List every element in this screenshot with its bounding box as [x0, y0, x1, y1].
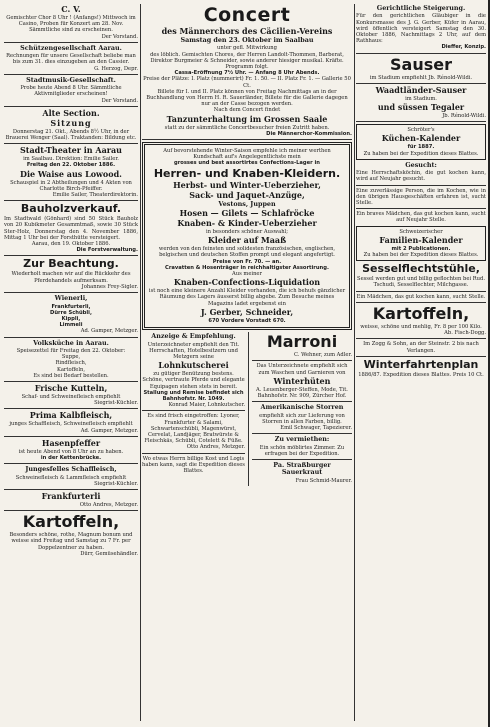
kart-right-ad [356, 305, 486, 336]
winterfahrt-text: 1886/87. Expedition dieses Blattes. Preis 10 Ct. [358, 371, 484, 378]
alte-section: Alte Section. [42, 107, 100, 118]
amerik-by: Emil Schwager, Tapezierer. [280, 424, 352, 431]
prima-title: Prima Kalbfleisch, [29, 410, 113, 421]
strassburger-by: Frau Schmid-Maurer. [295, 477, 352, 484]
billig-ad [142, 456, 245, 475]
gerber-massstab: Kleider auf Maaß [207, 235, 287, 246]
frank-ad [4, 492, 138, 508]
lohn-title: Lohnkutscherei [158, 360, 229, 371]
gerber-liquidation: Knaben-Confections-Liquidation [173, 277, 321, 288]
waadt-sub: im Stadium. [405, 95, 437, 102]
divider [252, 401, 352, 402]
divider [356, 121, 486, 122]
concert-unter: unter gefl. Mitwirkung [217, 45, 277, 52]
billig-text: Wo etwas Herrn billige Kost und Logis haben kann, sagt die Expedition dieses Blattes. [142, 455, 245, 474]
divider [4, 143, 138, 144]
schuetzen-by: G. Herzog, Depr. [94, 65, 138, 72]
kuechen-pre: Schröter's [407, 127, 435, 134]
vermiethen-title: Zu vermiethen: [274, 435, 330, 444]
winter-text: Das Unterzeichnete empfiehlt sich zum Waschen und Garnieren von [256, 363, 348, 376]
kutteln-by: Siegrist-Küchler. [94, 400, 138, 407]
gerber-herren: Herren- und Knaben-Kleidern. [153, 166, 341, 180]
divider [4, 42, 138, 43]
prima-by: Ad. Gamper, Metzger. [80, 427, 138, 434]
wiener-by: Ad. Gamper, Metzger. [80, 328, 138, 335]
gerber-liquid-text: ist noch eine kleinere Anzahl Kleider vorhanden, die ich behufs gänzlicher Räumung des Lagers äusserst billig abgebe. Zum Besuche meines Magazins ladet ergebenst ein [148, 288, 346, 307]
suesse-by: Jb. Rénold-Wildi. [442, 113, 486, 120]
gerber-hosen: Hosen — Gilets — Schlafröcke [179, 208, 315, 219]
beachtung-ad [4, 258, 138, 290]
kuechen-year: für 1887. [407, 144, 435, 151]
beachtung-text: Wiederholt machen wir auf die Rückkehr des Pferdehandels aufmerksam. [11, 271, 131, 284]
divider [356, 302, 486, 303]
divider [356, 208, 486, 209]
schuetzen-text: Rechnungen für unsere Gesellschaft beliebe man bis zum 31. dies einzugeben an den Cassier. [6, 53, 136, 66]
cv-title: C. V. [61, 4, 81, 14]
gerber-sack: Sack- und Jaquet-Anzüge, [189, 189, 305, 200]
lyoner-text: Es sind frisch eingetroffen: Lyoner, Frankfurter & Salami, Schwartenschübli, Magenwürst, Cervelat, Landjäger, Bratwürste & Fleischkäs, Schübli, Cotelett & Füße. [144, 413, 243, 445]
kart-text: Besonders schöne, rothe, Magnum bonum und weisse sind Freitag und Samstag zu 7 Fr. per Doppelzentner zu haben. [9, 532, 133, 551]
frank-title: Frankfurterli [41, 490, 101, 501]
cv-by: Der Vorstand. [101, 33, 138, 40]
gericht-title: Gerichtliche Steigerung. [376, 4, 466, 12]
volk-title: Volksküche in Aarau. [33, 338, 109, 347]
theater-by: Emilie Sailer, Theaterdirektorin. [52, 192, 138, 199]
kart-right-by: Ab. Fisch-Dogg. [444, 330, 486, 337]
kart-right-text: weisse, schöne und mehlig, Fr. 8 per 100 Kilo. [360, 323, 482, 330]
zogg-ad [356, 341, 486, 353]
schuetzen-title: Schützengesellschaft Aarau. [20, 43, 122, 52]
divider [356, 185, 486, 186]
theater-text: im Saalbau. Direktion: Emilie Sailer. [23, 156, 119, 163]
concert-kasse: Cassa-Eröffnung 7½ Uhr. — Anfang 8 Uhr Abends. [174, 70, 320, 77]
gericht-text: Für den gerichtlichen Gläubiger in die Konkursmasse des J. G. Gerber, Küfer in Aarau, wird öffentlich versteigert Samstag den 30. Oktober 1886, Nachmittags 2 Uhr, auf dem Rathhaus: [356, 13, 486, 45]
bau-ad [4, 203, 138, 253]
gerber-saison: Auf bevorstehende Winter-Saison empfehle ich meiner werthen Kundschaft auf's Angelegentlichste mein [163, 148, 331, 161]
page-margin [489, 0, 504, 727]
anzeige-title: Anzeige & Empfehlung. [151, 332, 236, 341]
wiener-item: Limmeli [59, 322, 83, 329]
lyoner-ad [142, 413, 245, 450]
theater-date: Freitag den 22. Oktober 1886. [26, 162, 116, 169]
divider [4, 463, 138, 464]
gerber-auswahl: in besonders schöner Auswahl; [206, 229, 288, 236]
divider [142, 453, 245, 454]
winter-ad [252, 363, 352, 399]
bau-title: Bauholzverkauf. [20, 202, 122, 216]
hasen-text: ist heute Abend von 8 Uhr an zu haben. [18, 448, 124, 455]
theater-title: Stadt-Theater in Aarau [19, 145, 122, 156]
person-text: Eine zuverlässige Person, die im Kochen, wie in den übrigen Hausgeschäften erfahren ist, sucht Stelle. [356, 187, 486, 207]
concert-ad [142, 5, 352, 137]
kutteln-title: Frische Kutteln, [34, 382, 108, 393]
vermiethen-ad [252, 436, 352, 457]
stadtmusik-by: Der Vorstand. [101, 97, 138, 104]
divider [4, 74, 138, 75]
divider [4, 200, 138, 201]
kart-ad [4, 513, 138, 557]
divider [356, 53, 486, 54]
sauser-ad [356, 56, 486, 81]
gerber-massstab-text: werden von den feinsten und solidesten französischen, englischen, belgischen und deutschen Stoffen prompt und elegant angefertigt. [158, 246, 336, 259]
concert-kommission: Die Männerchor-Kommission. [266, 130, 352, 137]
hasen-title: Hasenpfeffer [41, 437, 101, 448]
bau-date: Aarau, den 19. Oktober 1886. [31, 241, 111, 248]
gerber-herbst: Herbst- und Winter-Ueberzieher, [173, 179, 321, 190]
column-rule [354, 4, 355, 721]
divider [4, 292, 138, 293]
volk-menu-item: Rindfleisch, [55, 360, 87, 367]
winterfahrt-ad [356, 359, 486, 378]
jung-ad [4, 466, 138, 487]
gericht-by: Dieffer, Konzip. [441, 44, 486, 51]
wiener-item: Frankfurterli, [51, 303, 91, 310]
wiener-item: Dürre Schübli, [50, 309, 92, 316]
stadtmusik-text: Probe heute Abend 8 Uhr. Sämmtliche Aktivmitglieder erscheinen! [20, 85, 122, 98]
wiener-ad [4, 295, 138, 334]
strassburger-ad [252, 462, 352, 484]
sessel-ad [356, 263, 486, 288]
sauser-text: im Stadium empfiehlt Jb. Rénold-Wildi. [369, 74, 473, 81]
maedchen-text: Ein braves Mädchen, das gut kochen kann, sucht auf Neujahr Stelle. [356, 211, 486, 224]
jung-by: Siegrist-Küchler. [94, 480, 138, 487]
mid-bottom-right [252, 332, 352, 486]
sessel-text: Sessel werden gut und billig geflochten bei Rud. Tschudi, Sesselflechter, Milchgasse. [357, 276, 485, 289]
kutteln-ad [4, 384, 138, 406]
concert-unter2: des löblich. Gemischten Chores, der Herren Landolt-Thommen, Barberat, Direktor Burgmeier & Schneider, sowie anderer hiesiger musikal. Kräfte. [150, 51, 344, 64]
right-column [356, 4, 486, 721]
sauser-title: Sauser [390, 54, 452, 74]
divider [142, 139, 352, 140]
person-ad [356, 188, 486, 207]
jung-title: Jungesfelles Schaffleisch, [25, 465, 117, 474]
maedchen2-text: Ein Mädchen, das gut kochen kann, sucht Stelle. [356, 293, 486, 300]
lohn-ad [142, 333, 245, 408]
winter-by: A. Leuenberger-Steffen, Mode, Tit. Bahnhofstr. Nr. 909, Zürcher Hof. [256, 386, 348, 399]
theater-play: Die Waise aus Lowood. [20, 168, 122, 179]
gerber-name: J. Gerber, Schneider, [200, 306, 294, 317]
divider [4, 408, 138, 409]
gerber-vestons: Vestons, Juppen [218, 199, 276, 208]
divider [4, 510, 138, 511]
concert-date: Samstag den 23. Oktober im Saalbau [180, 36, 314, 44]
amerik-ad [252, 404, 352, 431]
kart-title: Kartoffeln, [22, 512, 120, 532]
lohn-text: zu gütiger Benützung bestens. Schöne, vertraute Pferde und elegante Equipagen stehen stets in bereit. [142, 371, 245, 390]
marroni-by: C. Wehner, zum Adler. [293, 352, 352, 359]
waadt-title: Waadtländer-Sauser [375, 84, 467, 95]
kuechen-title: Küchen-Kalender [381, 133, 461, 144]
amerik-text: empfiehlt sich zur Lieferung von Storren in allen Farben, billig. [259, 412, 345, 425]
divider [356, 338, 486, 339]
gerber-ad [142, 142, 352, 330]
gerber-preis: Preise von Fr. 70. — an. [212, 258, 282, 265]
strassburger-title: Pa. Straßburger Sauerkraut [273, 460, 331, 477]
winter-title: Winterhüten [273, 375, 331, 386]
volk-menu-item: Kartoffeln, [56, 366, 86, 373]
theater-sub: Schauspiel in 2 Abtheilungen und 4 Akten von Charlotte Birch-Pfeiffer. [10, 179, 132, 192]
concert-nach: Nach dem Concert findet [213, 107, 281, 114]
mid-bottom [142, 332, 352, 486]
bau-by: Die Forstverwaltung. [76, 247, 138, 254]
divider [4, 255, 138, 256]
volk-text: Speisezettel für Freitag den 22. Oktober: [16, 347, 126, 354]
prima-ad [4, 411, 138, 433]
stadtmusik-title: Stadtmusik-Gesellschaft. [26, 75, 116, 84]
schuetzen-ad [4, 45, 138, 72]
divider [356, 291, 486, 292]
volk-ad [4, 340, 138, 379]
concert-maenner: des Männerchors des Cäcilien-Vereins [161, 26, 333, 36]
lyoner-by: Otto Andres, Metzger. [186, 444, 245, 451]
concert-preise: Preise der Plätze: I. Platz (nummerirt) Fr. 1. 50. — II. Platz Fr. 1. — Gallerie 50 Ct. [143, 76, 351, 89]
concert-billete: Billete für I. und II. Platz können von Freitag Nachmittags an in der Buchhandlung von Herrn H. R. Sauerländer, Billete für die Gallerie dagegen nur an der Casse bezogen werden. [146, 88, 348, 108]
sitzung-title: Sitzung [50, 117, 92, 128]
gericht-ad [356, 5, 486, 51]
maedchen-ad [356, 211, 486, 223]
maedchen2-ad [356, 294, 486, 300]
wiener-title: Wienerli, [54, 294, 88, 303]
kuechen-text: Zu haben bei der Expedition dieses Blattes. [363, 150, 479, 157]
familien-sub: mit 2 Publicationen. [391, 245, 451, 252]
kutteln-text: Schaf- und Schweinefleisch empfiehlt [21, 393, 121, 400]
middle-column [142, 4, 352, 721]
divider [252, 360, 352, 361]
sessel-title: Sesselflechtstühle, [362, 262, 480, 276]
divider [4, 337, 138, 338]
left-column [4, 4, 138, 721]
concert-title: Concert [203, 4, 291, 26]
divider [4, 106, 138, 107]
gerber-knaben: Knaben- & Kinder-Ueberzieher [177, 218, 317, 229]
waadt-ad [356, 86, 486, 119]
familien-ad [356, 226, 486, 262]
volk-note: Es sind bei Bedarf bestellen. [33, 372, 109, 379]
beachtung-by: Johannes Frey-Sigler. [81, 283, 138, 290]
mid-bottom-left [142, 332, 245, 486]
gesucht-text: Eine Herrschaftsköchin, die gut kochen kann, wird auf Neujahr gesucht. [356, 170, 486, 183]
concert-tanz2: statt zu der sämmtliche Concertbesucher freien Zutritt haben. [164, 124, 330, 131]
bau-text: Im Stadtwald (Gönhard) sind 50 Stück Bauholz von 20 Kubikmeter Gesammtmaß, sowie 30 Stück Ster-Holz, Donnerstag den 4. November 1886, Mittag 1 Uhr bei der Forsthütte versteigert. [4, 216, 138, 241]
kuechen-ad [356, 124, 486, 160]
winterfahrt-title: Winterfahrtenplan [363, 357, 479, 371]
gerber-cravat: Cravatten & Hosenträger in reichhaltigster Assortirung. [165, 264, 329, 271]
column-rule [248, 332, 249, 486]
beachtung-title: Zur Beachtung. [23, 257, 119, 271]
page-edge-rule [488, 0, 490, 727]
volk-menu-item: Suppe, [61, 354, 81, 361]
divider [4, 489, 138, 490]
familien-pre: Schweizerischer [399, 228, 443, 235]
kart-right-title: Kartoffeln, [372, 303, 470, 323]
vermiethen-text: Ein schön möblirtes Zimmer. Zu erfragen bei der Expedition. [259, 444, 345, 457]
divider [252, 433, 352, 434]
divider [252, 459, 352, 460]
gerber-lager: grosses und best assortirtes Confections-Lager in [174, 160, 320, 167]
jung-text: Schweinefleisch & Lammfleisch empfiehlt [15, 474, 127, 481]
divider [356, 83, 486, 84]
lohn-stallung: Stallung und Remise befindet sich Bahnhofstr. Nr. 1049. [143, 389, 244, 402]
wiener-item: Kippli, [61, 315, 81, 322]
gesucht-ad [356, 162, 486, 183]
concert-tanz: Tanzunterhaltung im Grossen Saale [166, 113, 328, 124]
marroni-ad [252, 333, 352, 358]
theater-ad [4, 146, 138, 198]
amerik-title: Amerikanische Storren [260, 403, 344, 412]
familien-title: Familien-Kalender [379, 234, 463, 245]
gerber-addr: 670 Vordere Vorstadt 670. [208, 317, 286, 324]
column-rule [140, 4, 141, 721]
lohn-by: Konrad Maier, Lohnkutscher. [168, 402, 245, 409]
cv-ad [4, 5, 138, 40]
divider [4, 436, 138, 437]
divider [356, 356, 486, 357]
kart-by: Dürr, Gemüsehändler. [80, 550, 138, 557]
divider [4, 381, 138, 382]
zogg-text: Im Zogg & Sohn, an der Steinstr. 2 bis nach Verlangen. [363, 341, 479, 354]
sitzung-ad [4, 109, 138, 141]
hasen-by: in der Kettenbrücke. [40, 454, 102, 461]
cv-text: Gemischter Chor 8 Uhr ! (Anfangs!) Mittwoch im Casino, Proben für Konzert am 28. Nov. Sämmtliche sind zu erscheinen. [6, 15, 136, 34]
marroni-title: Marroni [266, 332, 338, 352]
divider [142, 410, 245, 411]
gesucht-title: Gesucht: [405, 160, 437, 169]
frank-by: Otto Andres, Metzger. [79, 501, 138, 508]
sitzung-text: Donnerstag 21. Okt., Abends 8½ Uhr, in der Brauerei Wenger (Saal). Traktanden: Bildung etc. [5, 128, 137, 142]
concert-programm: Programm folgt. [225, 64, 269, 71]
anzeige-text: Unterzeichneter empfiehlt den Tit. Herrschaften, Hotelbesitzern und Metzgern seine [147, 341, 240, 360]
familien-text: Zu haben bei der Expedition dieses Blattes. [363, 252, 479, 259]
prima-text: junges Schaffleisch, Schweinefleisch empfiehlt [9, 421, 133, 428]
suesse-title: und süssen Tegaler [377, 102, 465, 113]
gerber-ausserdem: Aus meiner [232, 271, 262, 278]
hasen-ad [4, 439, 138, 461]
stadtmusik-ad [4, 77, 138, 104]
